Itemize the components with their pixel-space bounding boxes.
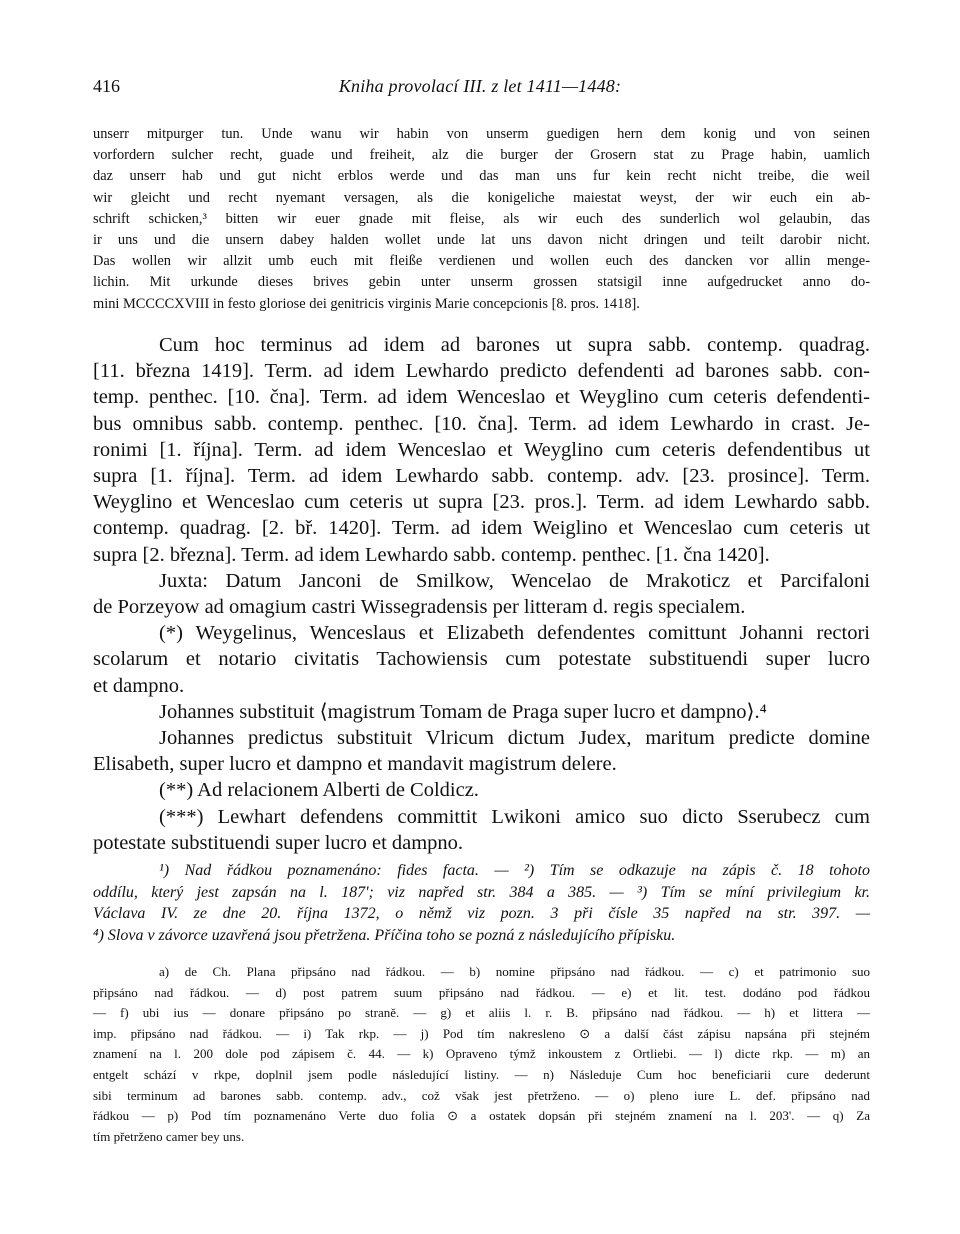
main-line: Weyglino et Wenceslao cum ceteris ut supra [23. pros.]. Term. ad idem Lewhardo sabb. (93, 491, 870, 514)
apparatus-line: připsáno nad řádkou. — d) post patrem suum připsáno nad řádkou. — e) et lit. test. dodáno pod řádkou (93, 984, 870, 1000)
apparatus-line: a) de Ch. Plana připsáno nad řádkou. — b) nomine připsáno nad řádkou. — c) et patrimonio suo (159, 964, 870, 979)
main-line: (***) Lewhart defendens committit Lwikoni amico suo dicto Sserubecz cum (159, 805, 870, 828)
footnote-line: ⁴) Slova v závorce uzavřená jsou přetržena. Příčina toho se pozná z následujícího přípisku. (93, 926, 676, 944)
main-line: (**) Ad relacionem Alberti de Coldicz. (159, 779, 479, 802)
main-line: Elisabeth, super lucro et dampno et mandavit magistrum delere. (93, 753, 617, 776)
main-text-block (93, 332, 870, 856)
letter-line: lichin. Mit urkunde dieses brives gebin unter unserm grossen statsigil inne aufgedrucket anno do- (93, 274, 870, 291)
letter-line: schrift schicken,³ bitten wir euer gnade mit fleise, als wir euch des sunderlich wol gelaubin, das (93, 210, 870, 227)
letter-line: Das wollen wir allzit umb euch mit fleiße verdienen und wollen euch des dancken vor allin menge- (93, 253, 870, 270)
apparatus-line: sibi terminum ad barones sabb. contemp. adv., což však jest přetrženo. — o) pleno iure L. def. připsáno nad (93, 1087, 870, 1103)
running-title: Kniha provolací III. z let 1411—1448: (338, 76, 622, 96)
footnote-line: oddílu, který jest zapsán na l. 187'; viz napřed str. 384 a 385. — ³) Tím se míní privilegium kr. (93, 883, 870, 901)
main-line: contemp. quadrag. [2. bř. 1420]. Term. ad idem Weiglino et Wenceslao cum ceteris ut (93, 517, 870, 540)
apparatus-line: tím přetrženo camer bey uns. (93, 1128, 245, 1144)
apparatus-line: imp. připsáno nad řádkou. — i) Tak rkp. — j) Pod tím nakresleno ⊙ a další část zápisu napsána při stejném (93, 1025, 870, 1041)
apparatus-line: — f) ubi ius — donare připsáno po straně. — g) et aliis l. r. B. připsáno nad řádkou. — h) et littera — (93, 1005, 870, 1021)
main-line: potestate substituendi super lucro et dampno. (93, 831, 464, 854)
letter-line: ir uns und die unsern dabey halden wollet unde lat uns davon nicht dringen und teilt darobir nicht. (93, 232, 870, 249)
main-line: [11. března 1419]. Term. ad idem Lewhardo predicto defendenti ad barones sabb. con- (93, 360, 870, 383)
main-line: temp. penthec. [10. čna]. Term. ad idem Wenceslao et Weyglino cum ceteris defendenti- (93, 386, 870, 409)
main-line: et dampno. (93, 674, 185, 697)
letter-line: daz unserr hab und gut nicht erblos werde und das man uns fur kein recht nicht treibe, die weil (93, 168, 870, 185)
footnotes-block (93, 860, 870, 946)
apparatus-line: řádkou — p) Pod tím poznamenáno Verte duo folia ⊙ a ostatek dopsán při stejném znamení na l. 203'. — q) Za (93, 1108, 870, 1124)
main-line: Johannes predictus substituit Vlricum dictum Judex, maritum predicte domine (159, 727, 870, 750)
main-line: (*) Weygelinus, Wenceslaus et Elizabeth defendentes comittunt Johanni rectori (159, 622, 870, 645)
page-number: 416 (93, 76, 120, 96)
main-line: scolarum et notario civitatis Tachowiensis cum potestate substituendi super lucro (93, 648, 870, 671)
letter-line: unserr mitpurger tun. Unde wanu wir habin von unserm guedigen hern dem konig und von seinen (93, 126, 870, 142)
apparatus-block (93, 962, 870, 1147)
letter-line: vorfordern sulcher recht, guade und freiheit, alz die burger der Grosern stat zu Prage habin, uamlich (93, 147, 870, 164)
main-line: Cum hoc terminus ad idem ad barones ut supra sabb. contemp. quadrag. (159, 334, 870, 356)
main-line: bus omnibus sabb. contemp. penthec. [10. čna]. Term. ad idem Lewhardo in crast. Je- (93, 412, 870, 435)
footnote-line: Václava IV. ze dne 20. října 1372, o němž viz pozn. 3 při čísle 35 napřed na str. 397. — (93, 905, 870, 923)
footnote-line: ¹) Nad řádkou poznamenáno: fides facta. — ²) Tím se odkazuje na zápis č. 18 tohoto (159, 862, 870, 879)
main-line: supra [1. října]. Term. ad idem Lewhardo sabb. contemp. adv. [23. prosince]. Term. (93, 465, 870, 488)
apparatus-line: entgelt schází v rkpe, doplnil jsem podle následující listiny. — n) Následuje Cum hoc beneficiarii cure dederunt (93, 1066, 870, 1082)
apparatus-line: znamení na l. 200 dole pod zápisem č. 44. — k) Opraveno týmž inkoustem z Ortliebi. — l) dicte rkp. — m) an (93, 1046, 870, 1062)
main-line: ronimi [1. října]. Term. ad idem Wenceslao et Weyglino cum ceteris defendentibus ut (93, 438, 870, 461)
letter-line: mini MCCCCXVIII in festo gloriose dei genitricis virginis Marie concepcionis [8. pros. 1418]. (93, 295, 640, 312)
main-line: de Porzeyow ad omagium castri Wissegradensis per litteram d. regis specialem. (93, 596, 746, 619)
main-line: supra [2. března]. Term. ad idem Lewhardo sabb. contemp. penthec. [1. čna 1420]. (93, 543, 770, 566)
main-line: Juxta: Datum Janconi de Smilkow, Wencelao de Mrakoticz et Parcifaloni (159, 569, 870, 592)
main-line: Johannes substituit ⟨magistrum Tomam de Praga super lucro et dampno⟩.⁴ (159, 700, 767, 723)
page-header (93, 76, 867, 106)
letter-text-block (93, 124, 870, 315)
letter-line: wir gleicht und recht nyemant versagen, als die konigeliche maiestat weyst, der wir euch ein ab- (93, 189, 870, 206)
